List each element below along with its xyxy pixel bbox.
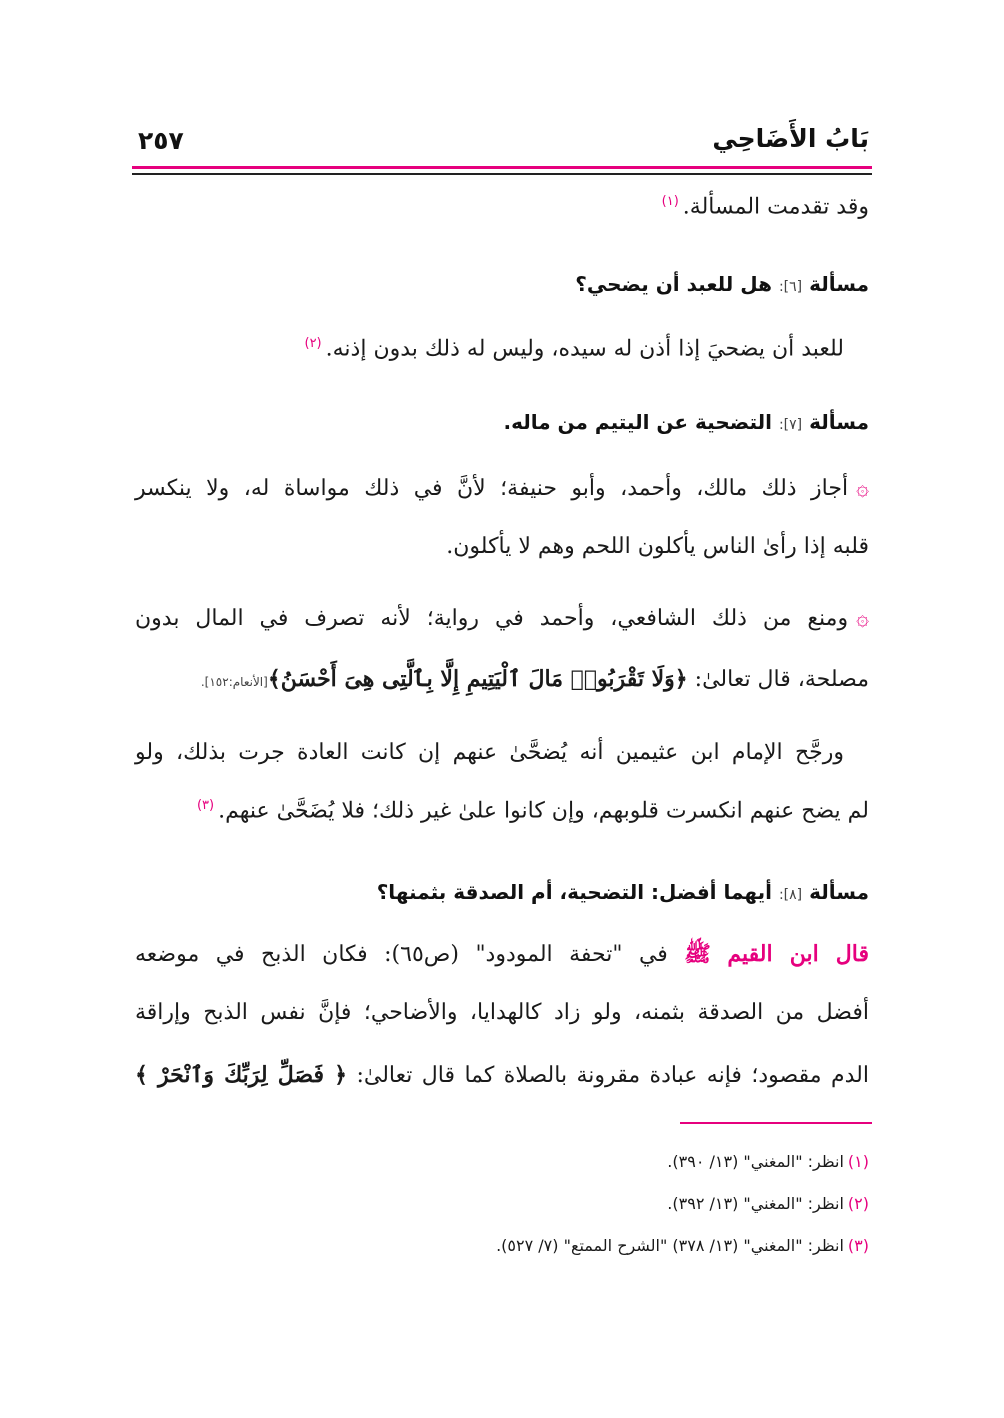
paragraph-1-line-2: قلبه إذا رأىٰ الناس يأكلون اللحم وهم لا يأكلون. [446,534,869,559]
footnote-rule [680,1122,872,1124]
question-6-answer [304,336,844,361]
question-text: هل للعبد أن يضحي؟ [575,272,772,296]
flower-bullet-icon: ۞ [856,476,869,501]
paragraph-1-line-1 [135,476,869,501]
question-number: [٦]: [778,279,803,295]
paragraph-3-line-1: ورجَّح الإمام ابن عثيمين أنه يُضحَّىٰ عنهم إن كانت العادة جرت بذلك، ولو [135,740,844,765]
footnote-marker-3[interactable]: (٣) [196,798,215,813]
question-label: مسألة [809,410,869,434]
question-number: [٨]: [778,887,803,903]
question-text: التضحية عن اليتيم من ماله. [503,410,772,434]
question-number: [٧]: [778,417,803,433]
paragraph-text: في "تحفة المودود" (ص٦٥): فكان الذبح في موضعه [135,942,668,967]
footnote-text: انظر: "المغني" (١٣/ ٣٩٢). [667,1194,844,1213]
intro-text: وقد تقدمت المسألة. [682,194,869,220]
question-7-heading [503,410,869,434]
paragraph-text: مصلحة، قال تعالىٰ: [694,667,869,692]
footnote-text: انظر: "المغني" (١٣/ ٣٩٠). [667,1152,844,1171]
quran-verse: ﴿وَلَا تَقْرَبُوا۟ مَالَ ٱلْيَتِيمِ إِلَّا بِٱلَّتِى هِىَ أَحْسَنُ﴾ [267,666,688,692]
quran-verse: ﴿ فَصَلِّ لِرَبِّكَ وَٱنْحَرْ ﴾ [135,1062,347,1088]
question-8-heading [377,880,869,904]
footnote-marker-1[interactable]: (١) [661,194,679,209]
question-6-heading [575,272,869,296]
footnote-marker-2[interactable]: (٢) [304,336,322,351]
flower-bullet-icon: ۞ [856,606,869,631]
header-rule-accent [132,166,872,169]
question-text: أيهما أفضل: التضحية، أم الصدقة بثمنها؟ [376,880,772,904]
paragraph-4-line-1 [135,940,869,972]
paragraph-2-line-1 [135,606,869,631]
footnote-number: (٣) [847,1236,869,1255]
paragraph-text: لم يضح عنهم انكسرت قلوبهم، وإن كانوا علىٰ غير ذلك؛ فلا يُضَحَّىٰ عنهم. [218,798,869,824]
question-label: مسألة [809,272,869,296]
footnote-3 [496,1236,869,1255]
footnote-2 [667,1194,869,1213]
quran-reference: [الأنعام:١٥٢]. [200,675,268,689]
paragraph-3-line-2 [197,798,869,823]
footnote-number: (٢) [847,1194,869,1213]
question-label: مسألة [809,880,869,904]
paragraph-text: أجاز ذلك مالك، وأحمد، وأبو حنيفة؛ لأنَّ في ذلك مواساة له، ولا ينكسر [135,476,849,501]
honorific-glyph: ﷺ [684,941,711,967]
chapter-title: بَابُ الأَضَاحِي [712,124,869,153]
footnote-text: انظر: "المغني" (١٣/ ٣٧٨) "الشرح الممتع" (٧/ ٥٢٧). [496,1236,844,1255]
paragraph-text: الدم مقصود؛ فإنه عبادة مقرونة بالصلاة كما قال تعالىٰ: [356,1063,869,1088]
paragraph-text: ومنع من ذلك الشافعي، وأحمد في رواية؛ لأنه تصرف في المال بدون [135,606,849,631]
answer-text: للعبد أن يضحيَ إذا أذن له سيده، وليس له ذلك بدون إذنه. [325,336,844,362]
footnote-number: (١) [847,1152,869,1171]
paragraph-4-line-3 [135,1062,869,1088]
page-number: ٢٥٧ [138,126,184,155]
paragraph-4-line-2: أفضل من الصدقة بثمنه، ولو زاد كالهدايا، والأضاحي؛ فإنَّ نفس الذبح وإراقة [135,1000,869,1025]
header-rule [132,173,872,175]
footnote-1 [667,1152,869,1171]
speaker-name: قال ابن القيم [727,941,870,967]
intro-line [662,194,869,219]
paragraph-2-line-2 [201,666,869,692]
